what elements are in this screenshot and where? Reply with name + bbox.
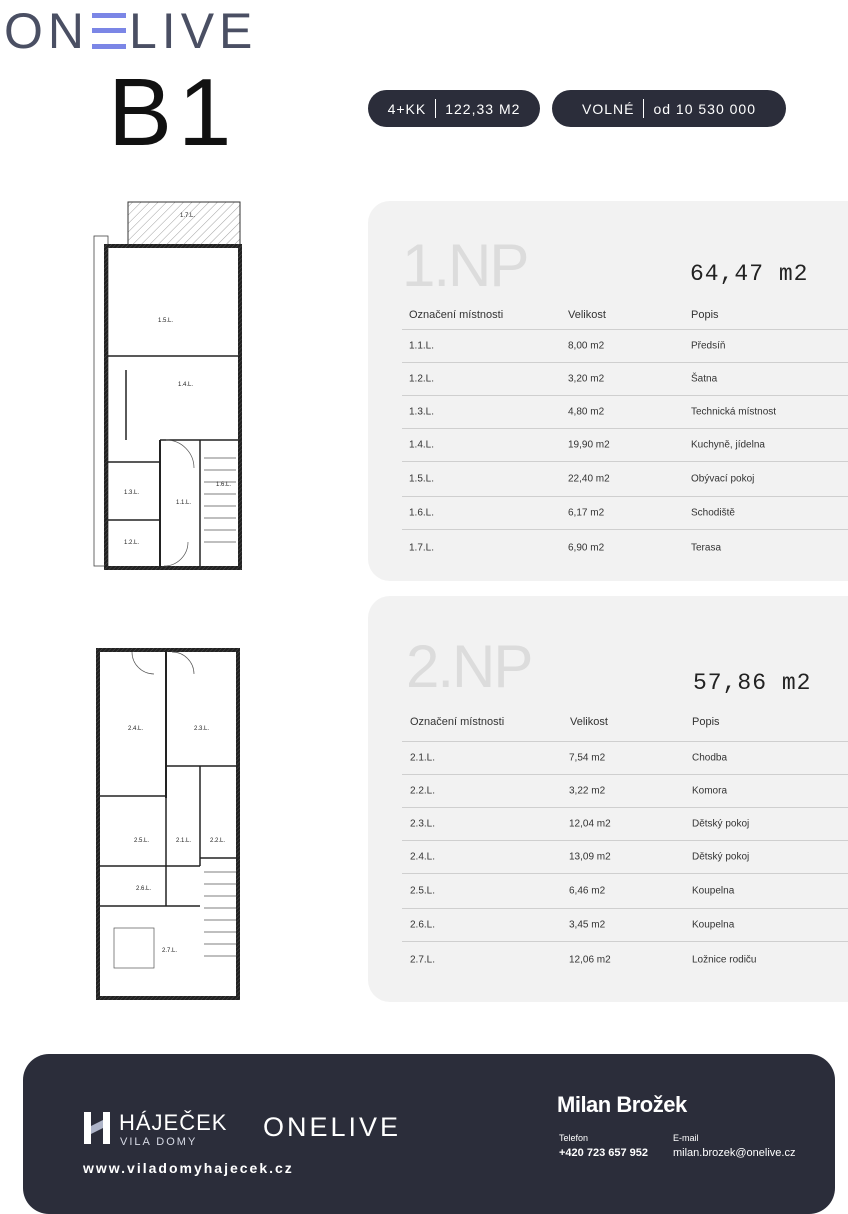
email-label: E-mail [673,1133,699,1143]
room-size: 4,80 m2 [568,406,605,418]
floor-2np-area: 57,86 m2 [693,670,812,696]
badge-layout: 4+KK [387,100,427,117]
table-row [402,841,848,874]
table-row [402,462,848,497]
floor-2np-card [368,596,848,1002]
room-size: 12,06 m2 [569,954,611,966]
room-id: 1.2.L. [409,373,435,385]
plan-label-2-1: 2.1.L. [176,838,192,844]
floor-1np-area: 64,47 m2 [690,261,809,287]
room-desc: Koupelna [692,885,735,897]
room-id: 2.4.L. [410,851,436,863]
plan-label-2-2: 2.2.L. [210,838,226,844]
phone-label: Telefon [559,1133,589,1143]
rooms-table-2np [402,741,848,978]
col-header-desc: Popis [692,716,720,728]
badge-size: 122,33 M2 [445,100,521,117]
room-size: 8,00 m2 [568,340,605,352]
table-row [402,874,848,909]
table-row [402,363,848,396]
hajecek-logo-icon [83,1110,111,1146]
room-desc: Obývací pokoj [691,473,755,485]
col-header-size: Velikost [570,716,608,728]
room-id: 1.4.L. [409,439,435,451]
room-id: 1.3.L. [409,406,435,418]
table-row [402,396,848,429]
room-id: 1.1.L. [409,340,435,352]
table-row [402,775,848,808]
plan-label-1-7: 1.7.L. [180,213,196,219]
room-desc: Komora [692,785,728,797]
plan-label-1-1: 1.1.L. [176,500,192,506]
unit-title: B1 [108,59,238,166]
logo-live: LIVE [129,3,258,59]
hajecek-subtitle: VILA DOMY [120,1136,198,1148]
plan-label-2-6: 2.6.L. [136,886,152,892]
floor-1np-card [368,201,848,581]
table-row [402,742,848,775]
room-size: 3,45 m2 [569,919,606,931]
room-size: 6,90 m2 [568,542,605,554]
rooms-table-1np [402,329,848,566]
room-desc: Schodiště [691,507,735,519]
room-desc: Koupelna [692,919,735,931]
room-id: 2.3.L. [410,818,436,830]
room-size: 12,04 m2 [569,818,611,830]
room-size: 6,17 m2 [568,507,605,519]
table-row [402,808,848,841]
badge-divider [435,99,436,118]
table-row [402,330,848,363]
room-desc: Dětský pokoj [692,851,750,863]
room-size: 7,54 m2 [569,752,606,764]
floor-1np-label: 1.NP [402,232,528,299]
floor-plan-2np [92,646,244,1002]
plan-label-1-2: 1.2.L. [124,540,140,546]
footer [23,1054,835,1214]
room-desc: Dětský pokoj [692,818,750,830]
room-desc: Chodba [692,752,728,764]
table-row [402,530,848,566]
plan-label-2-3: 2.3.L. [194,726,210,732]
contact-name: Milan Brožek [557,1092,687,1117]
room-desc: Ložnice rodiču [692,954,757,966]
plan-label-1-4: 1.4.L. [178,382,194,388]
room-id: 1.6.L. [409,507,435,519]
plan-label-1-6: 1.6.L. [216,482,232,488]
plan-label-2-5: 2.5.L. [134,838,150,844]
room-id: 2.1.L. [410,752,436,764]
logo-e-icon [92,11,126,51]
plan-label-1-5: 1.5.L. [158,318,174,324]
table-row [402,909,848,942]
room-id: 2.5.L. [410,885,436,897]
room-size: 3,20 m2 [568,373,605,385]
room-id: 1.5.L. [409,473,435,485]
badge-divider [643,99,644,118]
room-id: 1.7.L. [409,542,435,554]
badge-price: od 10 530 000 [653,100,756,117]
room-desc: Šatna [691,373,718,385]
room-desc: Předsíň [691,340,726,352]
table-row [402,429,848,462]
floor-2np-label: 2.NP [406,633,532,700]
room-size: 6,46 m2 [569,885,606,897]
col-header-desc: Popis [691,309,719,321]
plan-label-1-3: 1.3.L. [124,490,140,496]
table-row [402,497,848,530]
plan-label-2-7: 2.7.L. [162,948,178,954]
col-header-size: Velikost [568,309,606,321]
table-row [402,942,848,978]
onelive-logo [4,2,257,60]
room-desc: Terasa [691,542,722,554]
footer-onelive-logo: ONELIVE [263,1112,402,1142]
status-badge [552,90,786,127]
room-desc: Technická místnost [691,406,777,418]
logo-on: ON [4,3,89,59]
floor-plan-1np [92,200,244,572]
email-link[interactable]: milan.brozek@onelive.cz [673,1147,796,1159]
room-size: 22,40 m2 [568,473,610,485]
phone-link[interactable]: +420 723 657 952 [559,1147,649,1159]
room-id: 2.2.L. [410,785,436,797]
room-id: 2.6.L. [410,919,436,931]
website-link[interactable]: www.viladomyhajecek.cz [83,1160,294,1176]
room-size: 3,22 m2 [569,785,606,797]
col-header-room: Označení místnosti [410,716,505,728]
room-size: 19,90 m2 [568,439,610,451]
room-size: 13,09 m2 [569,851,611,863]
room-id: 2.7.L. [410,954,436,966]
hajecek-title: HÁJEČEK [119,1110,228,1135]
col-header-room: Označení místnosti [409,309,504,321]
badge-status: VOLNÉ [582,100,635,117]
size-badge [368,90,540,127]
plan-label-2-4: 2.4.L. [128,726,144,732]
room-desc: Kuchyně, jídelna [691,439,765,451]
